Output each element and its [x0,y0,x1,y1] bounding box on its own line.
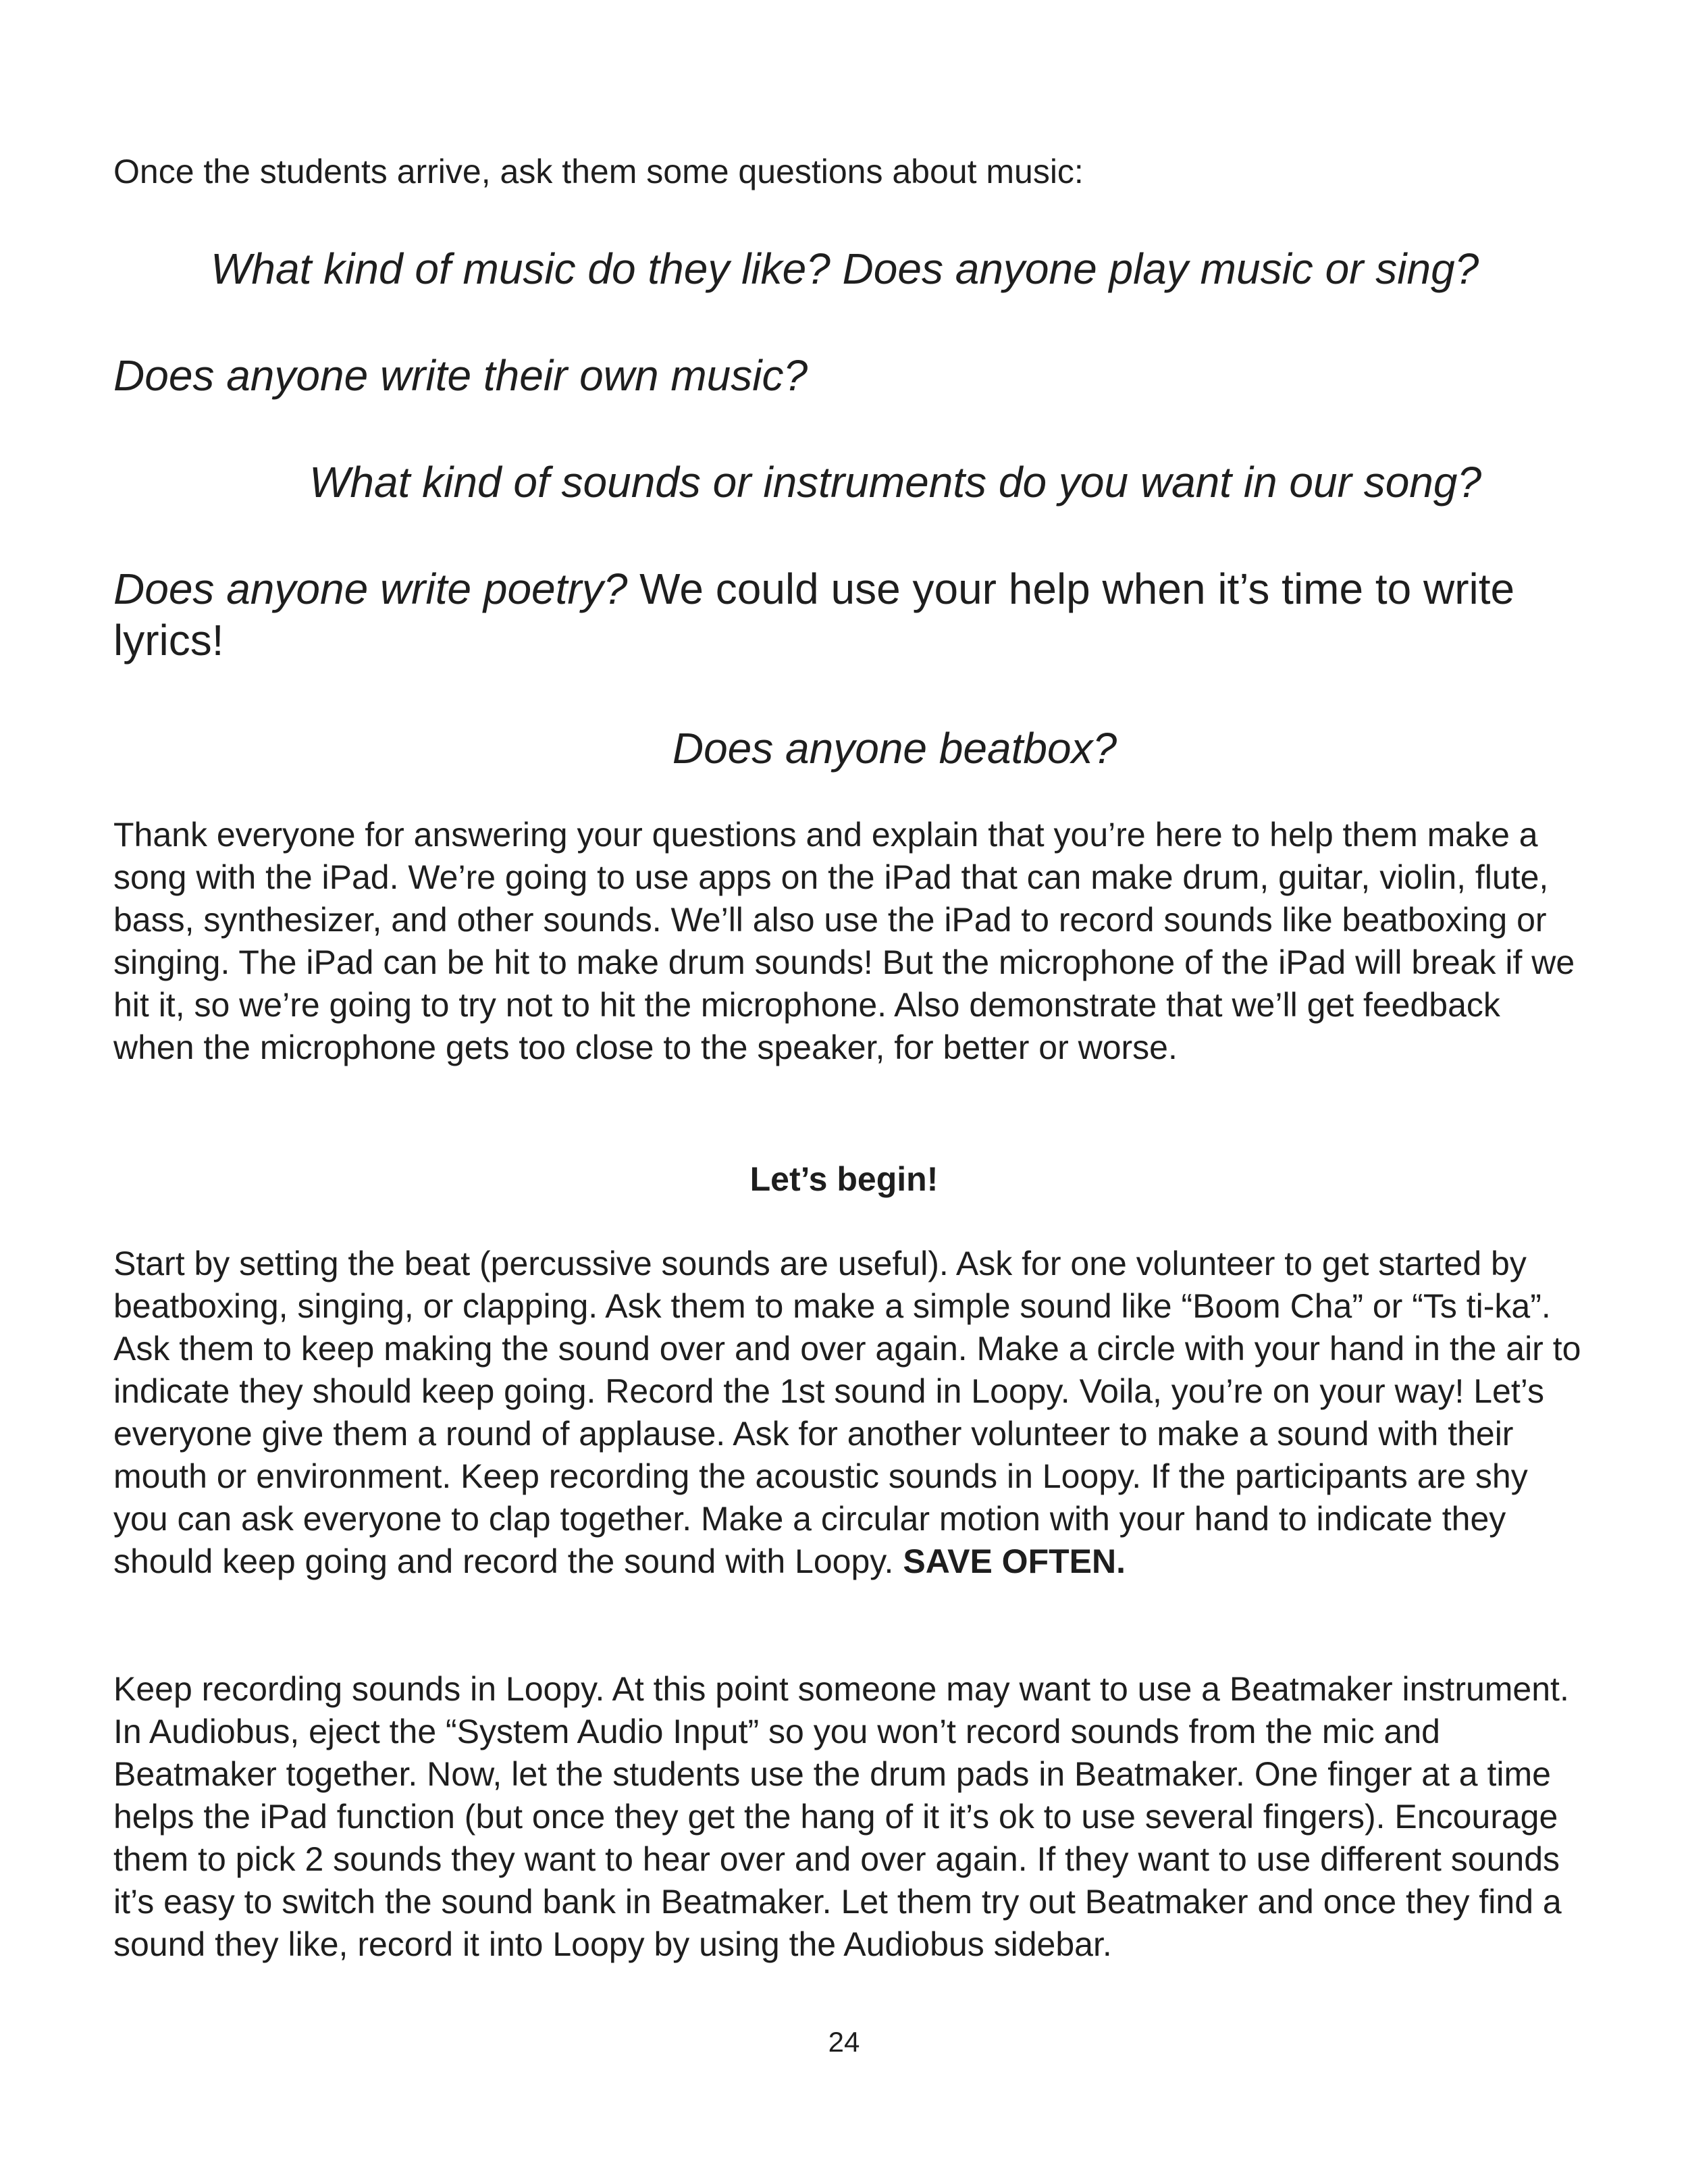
question-beatbox: Does anyone beatbox? [672,724,1117,773]
question-poetry-rest: We could use your help when it’s time to write lyrics! [113,565,1515,665]
question-poetry-italic: Does anyone write poetry? [113,565,628,613]
question-instruments: What kind of sounds or instruments do you want in our song? [309,458,1482,506]
intro-text: Once the students arrive, ask them some questions about music: [113,153,1084,190]
paragraph-set-beat [113,1243,1585,1583]
save-often-emphasis: SAVE OFTEN. [903,1542,1126,1580]
question-write-music: Does anyone write their own music? [113,351,808,400]
paragraph-explain-ipad: Thank everyone for answering your questions and explain that you’re here to help them make a song with the iPad. We’re going to use apps on the iPad that can make drum, guitar, violin, flute, bass, synthesizer, and other sounds. We’ll also use the iPad to record sounds like beatboxing or singing. The iPad can be hit to make drum sounds! But the microphone of the iPad will break if we hit it, so we’re going to try not to hit the microphone. Also demonstrate that we’ll get feedback when the microphone gets too close to the speaker, for better or worse. [113,816,1575,1066]
paragraph-set-beat-text: Start by setting the beat (percussive sounds are useful). Ask for one volunteer to get started by beatboxing, singing, or clapping. Ask them to make a simple sound like “Boom Cha” or “Ts ti-ka”. Ask them to keep making the sound over and over again. Make a circle with your hand in the air to indicate they should keep going. Record the 1st sound in Loopy. Voila, you’re on your way! Let’s everyone give them a round of applause. Ask for another volunteer to make a sound with their mouth or environment. Keep recording the acoustic sounds in Loopy. If the participants are shy you can ask everyone to clap together. Make a circular motion with your hand to indicate they should keep going and record the sound with Loopy. [113,1245,1581,1580]
page-number: 24 [828,2026,860,2058]
paragraph-beatmaker: Keep recording sounds in Loopy. At this point someone may want to use a Beatmaker instrument. In Audiobus, eject the “System Audio Input” so you won’t record sounds from the mic and Beatmaker together. Now, let the students use the drum pads in Beatmaker. One finger at a time helps the iPad function (but once they get the hang of it it’s ok to use several fingers). Encourage them to pick 2 sounds they want to hear over and over again. If they want to use different sounds it’s easy to switch the sound bank in Beatmaker. Let them try out Beatmaker and once they find a sound they like, record it into Loopy by using the Audiobus sidebar. [113,1670,1569,1963]
question-poetry [113,563,1565,666]
section-heading-begin: Let’s begin! [749,1160,939,1198]
question-music-taste: What kind of music do they like? Does anyone play music or sing? [211,244,1479,293]
